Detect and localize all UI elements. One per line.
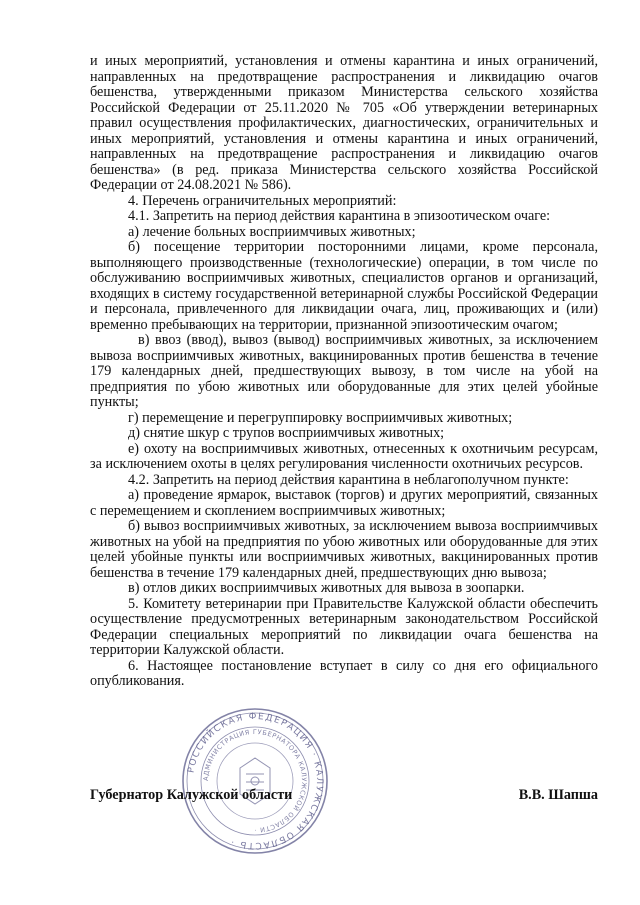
svg-text:РОССИЙСКАЯ ФЕДЕРАЦИЯ · КАЛУЖСК: РОССИЙСКАЯ ФЕДЕРАЦИЯ · КАЛУЖСКАЯ ОБЛАСТЬ · (186, 711, 325, 851)
seal-stamp-icon (180, 706, 330, 856)
paragraph-4-1-b: б) посещение территории посторонними лицами, кроме персонала, выполняющего производственные (технологические) операции, в том числе по обслуживанию восприимчивых животных, специалистов органов и организаций, входящих в систему государственной ветеринарной службы Российской Федерации и персонала, привлеченного для ликвидации очага, лиц, проживающих и (или) временно пребывающих на территории, признанной эпизоотическим очагом; (90, 239, 598, 333)
paragraph-4-1-v: в) ввоз (ввод), вывоз (вывод) восприимчивых животных, за исключением вывоза восприимчивых животных, вакцинированных против бешенства в течение 179 календарных дней, предшествующих вывозу, в том числе на убой на предприятия по убою животных или оборудованные для этих целей убойные пункты; (90, 332, 598, 410)
paragraph-5: 5. Комитету ветеринарии при Правительстве Калужской области обеспечить осуществление предусмотренных ветеринарным законодательством Российской Федерации специальных мероприятий по ликвидации очага бешенства на территории Калужской области. (90, 595, 598, 658)
paragraph-4-1: 4.1. Запретить на период действия карантина в эпизоотическом очаге: (128, 208, 551, 224)
svg-text:АДМИНИСТРАЦИЯ ГУБЕРНАТОРА КАЛУ: АДМИНИСТРАЦИЯ ГУБЕРНАТОРА КАЛУЖСКОЙ ОБЛАСТИ · (201, 727, 309, 835)
signatory-name: В.В. Шапша (518, 787, 598, 803)
paragraph-4: 4. Перечень ограничительных мероприятий: (128, 192, 397, 209)
paragraph-4-2-v: в) отлов диких восприимчивых животных для вывоза в зоопарки. (128, 580, 525, 596)
signatory-position: Губернатор Калужской области (90, 787, 293, 803)
paragraph-4-2-a: а) проведение ярмарок, выставок (торгов) и других мероприятий, связанных с перемещением и скоплением восприимчивых животных; (90, 487, 598, 519)
paragraph-intro: и иных мероприятий, установления и отмены карантина и иных ограничений, направленных на предотвращение распространения и ликвидацию очагов бешенства, утвержденными приказом Министерства сельского хозяйства Российской Федерации от 25.11.2020 № 705 «Об утверждении ветеринарных правил осуществления профилактических, диагностических, ограничительных и иных мероприятий, установления и отмены карантина и иных ограничений, направленных на предотвращение распространения и ликвидацию очагов бешенства» (в ред. приказа Министерства сельского хозяйства Российской Федерации от 24.08.2021 № 586). (90, 53, 598, 193)
paragraph-4-2-b: б) вывоз восприимчивых животных, за исключением вывоза восприимчивых животных на убой на предприятия по убою животных или оборудованные для этих целей убойные пункты или восприимчивых животных, вакцинированных против бешенства в течение 179 календарных дней, предшествующих дню вывоза; (90, 518, 598, 581)
signature-block (90, 787, 598, 805)
paragraph-4-1-g: г) перемещение и перегруппировку восприимчивых животных; (128, 409, 513, 426)
paragraph-4-2: 4.2. Запретить на период действия карантина в неблагополучном пункте: (128, 471, 569, 488)
paragraph-4-1-e: е) охоту на восприимчивых животных, отнесенных к охотничьим ресурсам, за исключением охоты в целях регулирования численности охотничьих ресурсов. (90, 440, 598, 472)
paragraph-4-1-d: д) снятие шкур с трупов восприимчивых животных; (128, 425, 445, 441)
paragraph-6: 6. Настоящее постановление вступает в силу со дня его официального опубликования. (90, 657, 598, 689)
official-seal (180, 706, 330, 856)
document-body (90, 54, 598, 690)
paragraph-4-1-a: а) лечение больных восприимчивых животных; (128, 223, 416, 240)
